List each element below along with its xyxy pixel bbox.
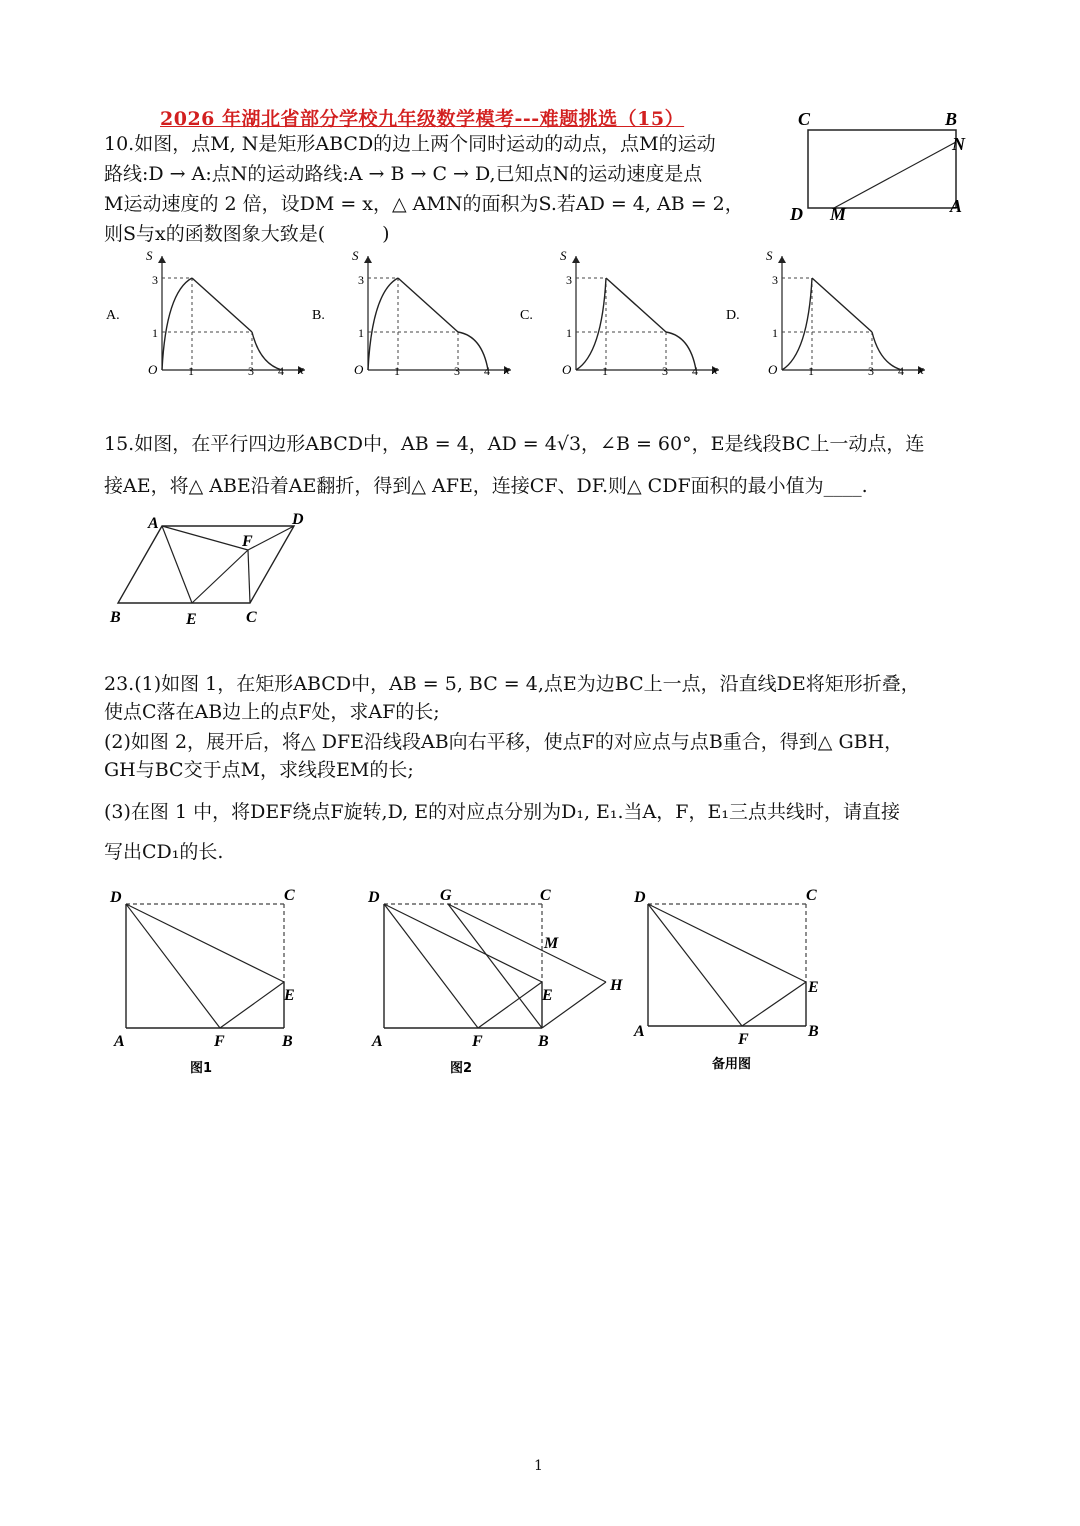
fig2-label-B: B xyxy=(538,1033,549,1050)
option-b-letter: B. xyxy=(312,308,325,323)
fig1-caption: 图1 xyxy=(190,1061,213,1076)
q10-label-D: D xyxy=(790,204,803,224)
option-b-origin: O xyxy=(354,362,364,377)
option-b-tick-x3: 3 xyxy=(454,364,460,378)
fig2-label-E: E xyxy=(542,987,553,1004)
option-d-tick-x3: 3 xyxy=(868,364,874,378)
fig2-label-F: F xyxy=(472,1033,483,1050)
option-a-tick-x3: 3 xyxy=(248,364,254,378)
option-c-tick-x3: 3 xyxy=(662,364,668,378)
fig3-label-B: B xyxy=(808,1023,819,1040)
fig3-label-D: D xyxy=(634,889,646,906)
option-d-tick-y3: 3 xyxy=(772,273,778,287)
option-a-origin: O xyxy=(148,362,158,377)
option-c-letter: C. xyxy=(520,308,533,323)
q10-label-B: B xyxy=(945,109,958,129)
option-d-tick-y1: 1 xyxy=(772,326,778,340)
option-b-tick-y3: 3 xyxy=(358,273,364,287)
q15-label-E: E xyxy=(186,611,197,628)
option-c-origin: O xyxy=(562,362,572,377)
fig3-label-C: C xyxy=(806,887,817,904)
fig3-caption: 备用图 xyxy=(712,1057,752,1072)
option-b-tick-x4: 4 xyxy=(484,364,490,378)
option-c-tick-x4: 4 xyxy=(692,364,698,378)
option-c-y-label: S xyxy=(560,248,567,263)
q23-line-5: (3)在图 1 中，将DEF绕点F旋转,D, E的对应点分别为D₁, E₁.当A，F，E₁三点共线时，请直接 xyxy=(104,801,900,823)
q10-line-1: 10.如图，点M, N是矩形ABCD的边上两个同时运动的动点，点M的运动 xyxy=(104,133,716,155)
fig3-label-A: A xyxy=(634,1023,645,1040)
q23-line-2: 使点C落在AB边上的点F处，求AF的长; xyxy=(104,701,440,723)
q10-rectangle-figure xyxy=(790,108,980,228)
option-a-y-label: S xyxy=(146,248,153,263)
option-d-tick-x4: 4 xyxy=(898,364,904,378)
fig3-label-F: F xyxy=(738,1031,749,1048)
option-d-tick-x1: 1 xyxy=(808,364,814,378)
fig2-label-M: M xyxy=(544,935,559,952)
q15-label-D: D xyxy=(292,511,304,528)
fig2-label-H: H xyxy=(610,977,623,994)
fig1-label-E: E xyxy=(284,987,295,1004)
fig2-label-G: G xyxy=(440,887,452,904)
fig1-label-F: F xyxy=(214,1033,225,1050)
option-b-tick-x1: 1 xyxy=(394,364,400,378)
q10-option-b-graph[interactable] xyxy=(306,244,516,384)
option-c-x-label: x xyxy=(712,362,718,377)
fig1-label-D: D xyxy=(110,889,122,906)
option-a-tick-x1: 1 xyxy=(188,364,194,378)
q15-label-F: F xyxy=(242,533,253,550)
q10-option-d-graph[interactable] xyxy=(720,244,930,384)
option-a-letter: A. xyxy=(106,308,120,323)
fig2-label-A: A xyxy=(372,1033,383,1050)
q23-line-4: GH与BC交于点M，求线段EM的长; xyxy=(104,759,414,781)
option-a-tick-y1: 1 xyxy=(152,326,158,340)
option-d-y-label: S xyxy=(766,248,773,263)
q15-label-A: A xyxy=(148,515,159,532)
q10-label-M: M xyxy=(830,204,847,224)
option-b-x-label: x xyxy=(504,362,510,377)
option-d-letter: D. xyxy=(726,308,740,323)
fig2-caption: 图2 xyxy=(450,1061,473,1076)
option-a-tick-y3: 3 xyxy=(152,273,158,287)
fig2-label-C: C xyxy=(540,887,551,904)
q23-figure-2 xyxy=(362,880,632,1080)
option-d-x-label: x xyxy=(918,362,924,377)
option-a-x-label: x xyxy=(298,362,304,377)
q15-label-B: B xyxy=(110,609,121,626)
fig1-label-C: C xyxy=(284,887,295,904)
q15-label-C: C xyxy=(246,609,257,626)
q23-figure-1 xyxy=(104,880,324,1080)
q10-option-a-graph[interactable] xyxy=(100,244,310,384)
q23-line-6: 写出CD₁的长. xyxy=(104,841,224,863)
q10-label-C: C xyxy=(798,109,811,129)
q10-line-2: 路线:D → A:点N的运动路线:A → B → C → D,已知点N的运动速度是点 xyxy=(104,163,703,185)
q10-label-A: A xyxy=(950,196,963,216)
q10-line-3: M运动速度的 2 倍，设DM = x，△ AMN的面积为S.若AD = 4, AB = 2， xyxy=(104,193,744,215)
q15-line-1: 15.如图，在平行四边形ABCD中，AB = 4，AD = 4√3，∠B = 60°，E是线段BC上一动点，连 xyxy=(104,433,925,455)
page-title: 2026 年湖北省部分学校九年级数学模考---难题挑选（15） xyxy=(160,108,685,130)
option-a-tick-x4: 4 xyxy=(278,364,284,378)
q10-option-c-graph[interactable] xyxy=(514,244,724,384)
fig3-label-E: E xyxy=(808,979,819,996)
option-b-tick-y1: 1 xyxy=(358,326,364,340)
option-c-tick-x1: 1 xyxy=(602,364,608,378)
fig1-label-B: B xyxy=(282,1033,293,1050)
option-b-y-label: S xyxy=(352,248,359,263)
q10-line-4: 则S与x的函数图象大致是( ) xyxy=(104,223,390,245)
option-c-tick-y3: 3 xyxy=(566,273,572,287)
q15-parallelogram-figure xyxy=(104,508,324,633)
q10-label-N: N xyxy=(952,134,965,154)
fig1-label-A: A xyxy=(114,1033,125,1050)
q15-line-2: 接AE，将△ ABE沿着AE翻折，得到△ AFE，连接CF、DF.则△ CDF面积的最小值为____. xyxy=(104,475,868,497)
page-number: 1 xyxy=(534,1458,543,1474)
q23-line-3: (2)如图 2，展开后，将△ DFE沿线段AB向右平移，使点F的对应点与点B重合，得到△ GBH， xyxy=(104,731,904,753)
q23-backup-figure xyxy=(624,880,844,1080)
option-d-origin: O xyxy=(768,362,778,377)
fig2-label-D: D xyxy=(368,889,380,906)
q23-line-1: 23.(1)如图 1，在矩形ABCD中，AB = 5, BC = 4,点E为边BC上一点，沿直线DE将矩形折叠， xyxy=(104,673,920,695)
option-c-tick-y1: 1 xyxy=(566,326,572,340)
